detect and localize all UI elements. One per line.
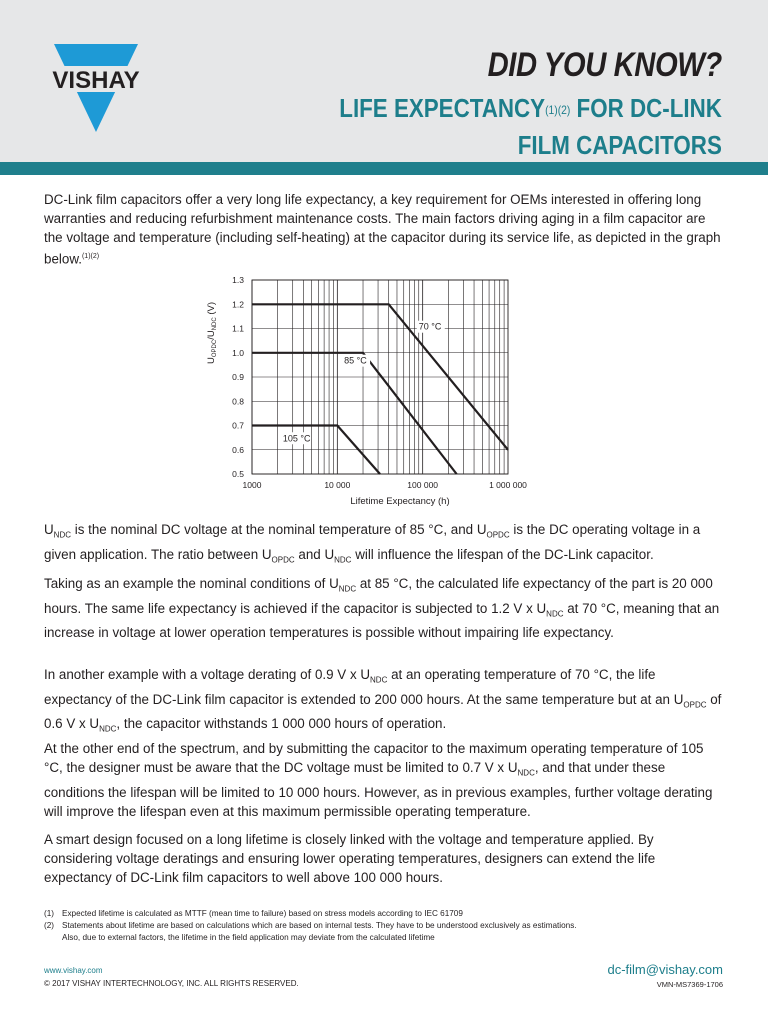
- page-subtitle: LIFE $EXPECTANCY^{(1)(2)}$ FOR DC-LINK FILM CAPACITORS: [339, 93, 722, 160]
- headline: [277, 46, 722, 164]
- y-tick-label: 1.0: [232, 347, 244, 358]
- y-tick-label: 0.5: [232, 469, 244, 479]
- footnote: (2) Statements about lifetime are based on calculations which are based on internal tests. They have to be understood exclusively as estimations.: [44, 921, 577, 930]
- paragraph-example-3: At the other end of the spectrum, and by submitting the capacitor to the maximum operating temperature of 105 °C, the designer must be aware that the DC voltage must be limited to 0.7 V x $U_{NDC}$, and that under these conditions the lifespan will be limited to 10 000 hours. However, as in previous examples, further voltage derating will improve the lifespan even at this maximum permissible operating temperature.: [44, 741, 713, 819]
- paragraph-definitions: $U_{NDC}$ is the nominal DC voltage at the nominal temperature of 85 °C, and $U_{OPDC}$ is the DC operating voltage in a given application. The ratio between $U_{OPDC}$ and $U_{NDC}$ will influence the lifespan of the DC-Link capacitor.: [44, 522, 701, 565]
- logo-text: VISHAY: [52, 67, 140, 94]
- x-tick-label: 1 000 000: [489, 480, 527, 490]
- document-code: VMN-MS7369-1706: [656, 980, 723, 989]
- y-axis-label: $U_{OPDC}/U_{NDC}$ (V): [206, 301, 218, 365]
- footer-left: [44, 964, 299, 990]
- series-label: 85 °C: [344, 355, 367, 366]
- footnote: (1) Expected lifetime is calculated as MTTF (mean time to failure) based on stress models according to IEC 61709: [44, 909, 463, 918]
- footer-right: [607, 962, 723, 989]
- website-link[interactable]: www.vishay.com: [44, 966, 103, 975]
- page-title: DID YOU KNOW?: [487, 46, 722, 84]
- intro-paragraph: DC-Link film capacitors offer a very long life expectancy, a key requirement for OEMs interested in offering long warranties and reducing refurbishment maintenance costs. The main factors driving aging in a film capacitor are the voltage and temperature (including self-heating) at the capacitor during its service life, as depicted in the graph below.$^{(1)(2)}$: [44, 192, 721, 267]
- series-label: 70 °C: [418, 321, 442, 332]
- email-link[interactable]: dc-film@vishay.com: [607, 962, 723, 977]
- vishay-logo: [42, 44, 150, 134]
- footnotes: [44, 908, 577, 944]
- x-tick-label: 100 000: [407, 480, 439, 490]
- y-tick-label: 0.6: [232, 444, 244, 455]
- series-label: 105 °C: [282, 433, 311, 444]
- paragraph-example-2: In another example with a voltage derating of 0.9 V x $U_{NDC}$ at an operating temperature of 70 °C, the life expectancy of the DC-Link film capacitor is extended to 200 000 hours. At the same temperature but at an $U_{OPDC}$ of 0.6 V x $U_{NDC}$, the capacitor withstands 1 000 000 hours of operation.: [44, 667, 722, 735]
- y-tick-label: 1.1: [232, 323, 244, 334]
- paragraph-conclusion: A smart design focused on a long lifetime is closely linked with the voltage and temperature applied. By considering voltage deratings and ensuring lower operating temperatures, designers can extend the life expectancy of DC-Link film capacitors to well above 100 000 hours.: [44, 832, 656, 885]
- x-tick-label: 1000: [242, 480, 262, 490]
- paragraph-example-1: Taking as an example the nominal conditions of $U_{NDC}$ at 85 °C, the calculated life expectancy of the part is 20 000 hours. The same life expectancy is achieved if the capacitor is subjected to 1.2 V x $U_{NDC}$ at 70 °C, meaning that an increase in voltage at lower operation temperatures is possible without impairing life expectancy.: [44, 576, 720, 641]
- y-tick-label: 0.7: [232, 420, 244, 431]
- x-axis-label: Lifetime Expectancy (h): [350, 496, 450, 507]
- life-expectancy-chart: [196, 270, 536, 517]
- copyright: © 2017 VISHAY INTERTECHNOLOGY, INC. ALL RIGHTS RESERVED.: [44, 979, 299, 988]
- series-line: [252, 353, 457, 474]
- y-tick-label: 0.9: [232, 372, 244, 382]
- y-tick-label: 0.8: [232, 396, 244, 407]
- footnote: Also, due to external factors, the lifetime in the field application may deviate from the calculated lifetime: [62, 933, 435, 942]
- y-tick-label: 1.3: [232, 275, 244, 285]
- x-tick-label: 10 000: [324, 480, 351, 490]
- y-tick-label: 1.2: [232, 299, 244, 310]
